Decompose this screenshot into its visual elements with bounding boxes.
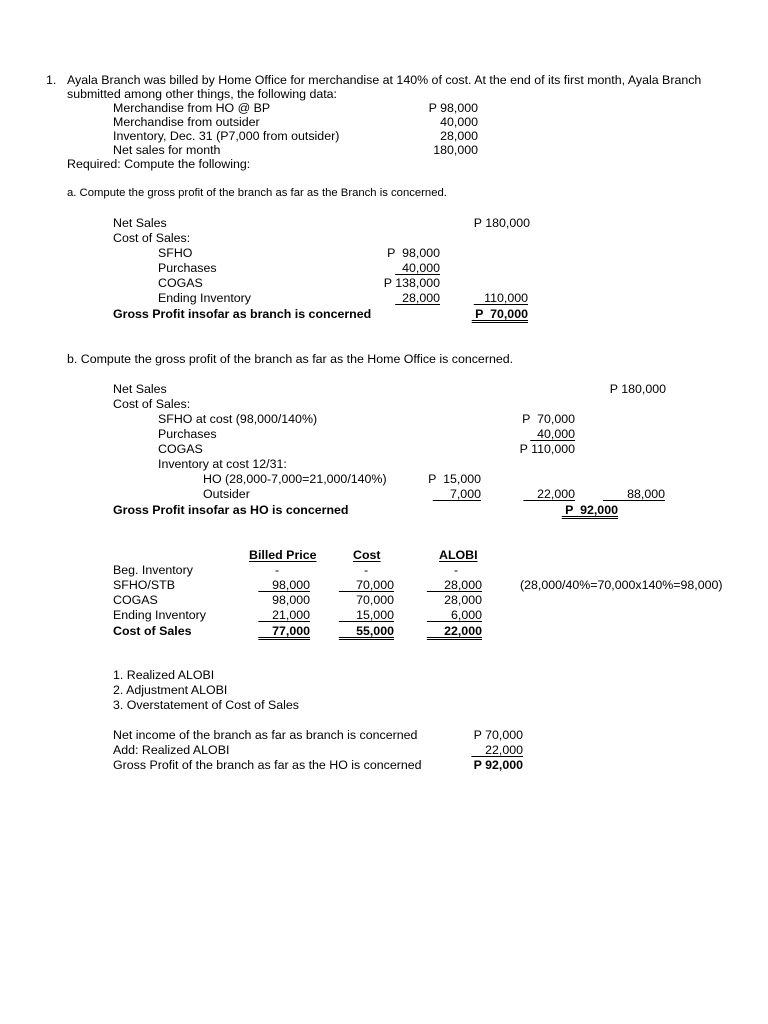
table-row-label: SFHO/STB: [113, 578, 175, 592]
part-a-heading: a. Compute the gross profit of the branch as far as the Branch is concerned.: [67, 187, 447, 199]
final-row-label: Net income of the branch as far as branch is concerned: [113, 728, 418, 742]
b-cogas-value: P 110,000: [519, 442, 575, 456]
b-sfho-value: P 70,000: [522, 412, 575, 426]
a-row-value: 40,000: [395, 261, 440, 275]
b-cos-total: 88,000: [603, 487, 665, 501]
table-cell-billed: 98,000: [258, 578, 310, 592]
table-header-billed-price: Billed Price: [249, 548, 317, 562]
a-net-sales-label: Net Sales: [113, 216, 167, 230]
b-outsider-label: Outsider: [203, 487, 250, 501]
problem-line-2: submitted among other things, the following data:: [67, 87, 338, 101]
list-item: 2. Adjustment ALOBI: [113, 683, 228, 697]
a-row-label: SFHO: [158, 246, 193, 260]
a-row-label: Purchases: [158, 261, 217, 275]
table-row-label: Cost of Sales: [113, 624, 192, 638]
table-cell-alobi: 28,000: [426, 578, 482, 592]
data-label: Merchandise from outsider: [113, 115, 260, 129]
data-value: P 98,000: [428, 101, 478, 115]
b-inventory-label: Inventory at cost 12/31:: [158, 457, 287, 471]
b-net-sales-value: P 180,000: [609, 382, 666, 396]
table-cell-cost: 70,000: [356, 593, 394, 607]
final-row-label: Add: Realized ALOBI: [113, 743, 230, 757]
table-note: (28,000/40%=70,000x140%=98,000): [520, 578, 723, 592]
b-cogas-label: COGAS: [158, 442, 203, 456]
list-item: 1. Realized ALOBI: [113, 668, 215, 682]
b-gross-profit-label: Gross Profit insofar as HO is concerned: [113, 503, 349, 517]
final-row-value: P 70,000: [473, 728, 523, 742]
b-purchases-value: 40,000: [530, 427, 575, 441]
data-value: 28,000: [440, 129, 478, 143]
problem-line-1: Ayala Branch was billed by Home Office for merchandise at 140% of cost. At the end of its first month, Ayala Branch: [67, 73, 702, 87]
table-cell-alobi: 22,000: [426, 624, 482, 638]
b-outsider-value: 7,000: [432, 487, 481, 501]
a-net-sales-value: P 180,000: [473, 216, 530, 230]
a-gross-profit-value: P 70,000: [471, 307, 528, 321]
data-value: 40,000: [440, 115, 478, 129]
a-gross-profit-label: Gross Profit insofar as branch is concerned: [113, 307, 372, 321]
table-header-cost: Cost: [353, 548, 381, 562]
b-gross-profit-value: P 92,000: [561, 503, 618, 517]
part-b-heading: b. Compute the gross profit of the branch as far as the Home Office is concerned.: [67, 352, 514, 366]
a-row-label: Ending Inventory: [158, 291, 251, 305]
table-cell-alobi: -: [454, 563, 459, 577]
b-sfho-label: SFHO at cost (98,000/140%): [158, 412, 318, 426]
b-cost-of-sales-label: Cost of Sales:: [113, 397, 191, 411]
a-cost-of-sales-label: Cost of Sales:: [113, 231, 191, 245]
table-cell-billed: -: [275, 563, 280, 577]
data-value: 180,000: [433, 143, 478, 157]
table-row-label: COGAS: [113, 593, 158, 607]
b-ho-label: HO (28,000-7,000=21,000/140%): [203, 472, 387, 486]
a-row-value: P 138,000: [383, 276, 440, 290]
table-cell-billed: 77,000: [258, 624, 310, 638]
a-row-value: 28,000: [395, 291, 440, 305]
b-inventory-total: 22,000: [523, 487, 575, 501]
problem-number: 1.: [46, 73, 57, 87]
data-label: Inventory, Dec. 31 (P7,000 from outsider): [113, 129, 340, 143]
table-cell-cost: 55,000: [338, 624, 394, 638]
final-row-value: 22,000: [471, 743, 523, 757]
table-header-alobi: ALOBI: [439, 548, 478, 562]
final-row-label: Gross Profit of the branch as far as the HO is concerned: [113, 758, 422, 772]
a-cos-total: 110,000: [473, 291, 528, 305]
b-purchases-label: Purchases: [158, 427, 217, 441]
data-label: Net sales for month: [113, 143, 221, 157]
table-cell-cost: 70,000: [338, 578, 394, 592]
table-row-label: Beg. Inventory: [113, 563, 193, 577]
table-cell-billed: 21,000: [258, 608, 310, 622]
table-row-label: Ending Inventory: [113, 608, 206, 622]
table-cell-billed: 98,000: [272, 593, 310, 607]
b-net-sales-label: Net Sales: [113, 382, 167, 396]
a-row-value: P 98,000: [387, 246, 440, 260]
list-item: 3. Overstatement of Cost of Sales: [113, 698, 299, 712]
data-label: Merchandise from HO @ BP: [113, 101, 271, 115]
b-ho-value: P 15,000: [428, 472, 481, 486]
table-cell-alobi: 6,000: [426, 608, 482, 622]
required-text: Required: Compute the following:: [67, 157, 251, 171]
table-cell-cost: 15,000: [338, 608, 394, 622]
final-row-value: P 92,000: [473, 758, 523, 772]
table-cell-cost: -: [364, 563, 369, 577]
a-row-label: COGAS: [158, 276, 203, 290]
table-cell-alobi: 28,000: [444, 593, 482, 607]
